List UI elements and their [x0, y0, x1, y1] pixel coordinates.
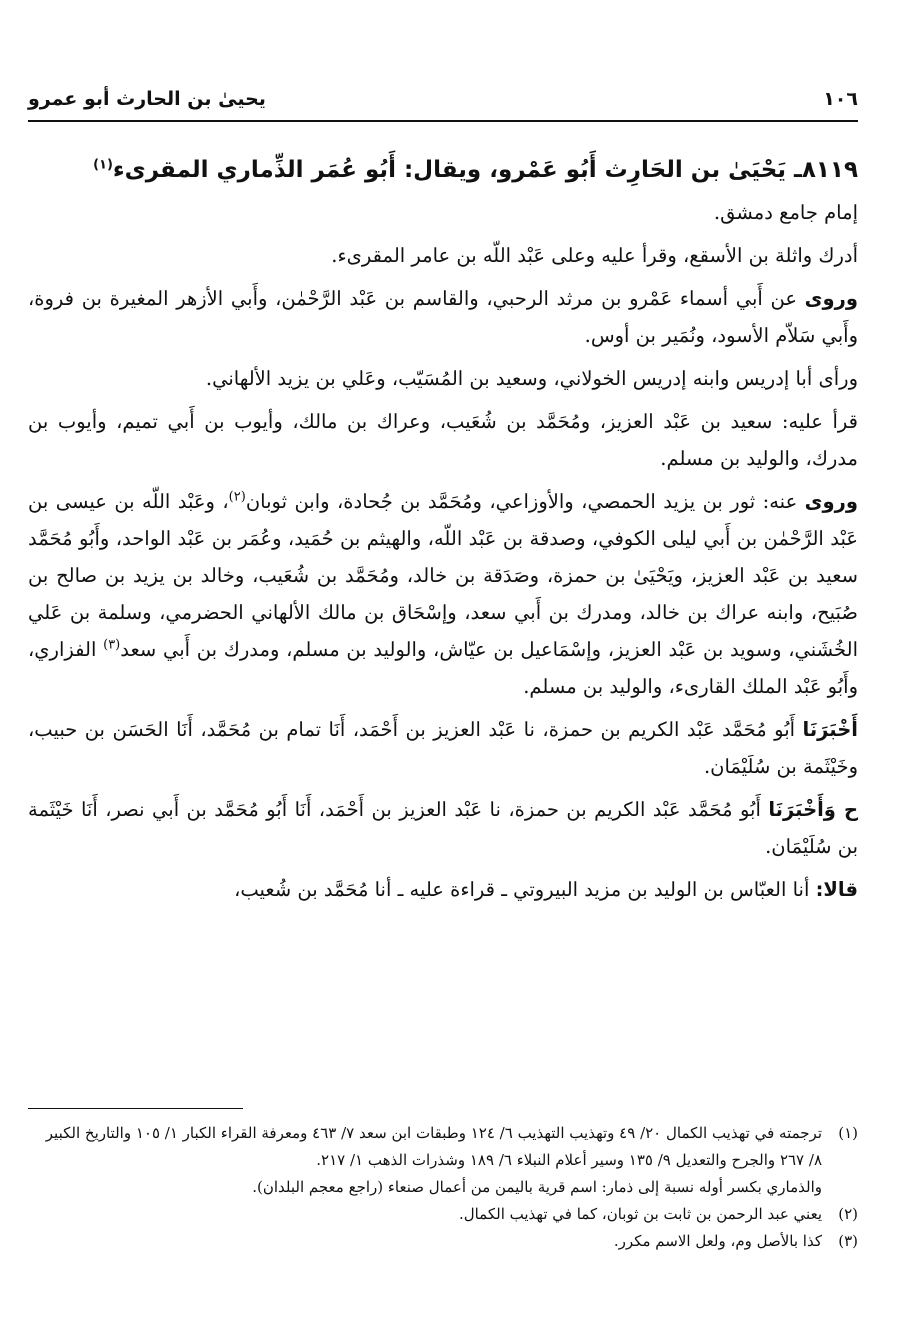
paragraph-lead: أَخْبَرَنَا — [802, 718, 858, 741]
paragraph-lead: قالا: — [815, 878, 858, 901]
paragraph: إمام جامع دمشق. — [713, 201, 858, 224]
footnote-divider — [28, 1108, 243, 1109]
paragraph: ح وَأَخْبَرَنَا أَبُو مُحَمَّد عَبْد الكريم بن حمزة، نا عَبْد العزيز بن أَحْمَد، أَنَا أَبُو مُحَمَّد بن أَبي نصر، أَنَا خَيْثَمة بن سُلَيْمَان. — [28, 798, 858, 858]
footnote-ref[interactable]: (١) — [93, 157, 113, 173]
paragraph: قرأ عليه: سعيد بن عَبْد العزيز، ومُحَمَّد بن شُعَيب، وعراك بن مالك، وأيوب بن أَبي تميم، وأيوب بن مدرك، والوليد بن مسلم. — [28, 410, 858, 470]
running-title: يحيىٰ بن الحارث أبو عمرو — [28, 88, 266, 110]
paragraph: قالا: أنا العبّاس بن الوليد بن مزيد البيروتي ـ قراءة عليه ـ أنا مُحَمَّد بن شُعيب، — [234, 878, 858, 901]
footnote-number: (٣) — [838, 1232, 858, 1250]
footnote-text: ترجمته في تهذيب الكمال ٢٠/ ٤٩ وتهذيب التهذيب ٦/ ١٢٤ وطبقات ابن سعد ٧/ ٤٦٣ ومعرفة القراء الكبار ١/ ١٠٥ والتاريخ الكبير ٨/ ٢٦٧ والجرح والتعديل ٩/ ١٣٥ وسير أعلام النبلاء ٦/ ١٨٩ وشذرات الذهب ١/ ٢١٧. — [45, 1124, 822, 1169]
main-text — [28, 150, 858, 914]
paragraph: أَخْبَرَنَا أَبُو مُحَمَّد عَبْد الكريم بن حمزة، نا عَبْد العزيز بن أَحْمَد، أَنَا تمام بن مُحَمَّد، أَنَا الحَسَن بن حبيب، وخَيْثَمة بن سُلَيْمَان. — [28, 718, 858, 778]
entry-title: ـ يَحْيَىٰ بن الحَارِث أَبُو عَمْرو، ويقال: أَبُو عُمَر الذِّماري المقرىء — [112, 157, 802, 183]
entry-number: ٨١١٩ — [801, 157, 858, 183]
paragraph: ورأى أبا إدريس وابنه إدريس الخولاني، وسعيد بن المُسَيّب، وعَلي بن يزيد الألهاني. — [205, 367, 858, 390]
paragraph-lead: وروى — [804, 490, 858, 513]
footnote-text: يعني عبد الرحمن بن ثابت بن ثوبان، كما في تهذيب الكمال. — [458, 1205, 822, 1223]
footnote-ref[interactable]: (٣) — [103, 637, 121, 653]
paragraph: وروى عن أَبي أسماء عَمْرو بن مرثد الرحبي، والقاسم بن عَبْد الرَّحْمٰن، وأَبي الأزهر المغيرة بن فروة، وأَبي سَلاّم الأسود، ونُمَير بن أوس. — [28, 287, 858, 347]
running-header — [28, 84, 858, 122]
footnote-number: (٢) — [838, 1205, 858, 1223]
paragraph: أدرك واثلة بن الأسقع، وقرأ عليه وعلى عَبْد اللّه بن عامر المقرىء. — [331, 244, 858, 267]
footnote-text: كذا بالأصل وم، ولعل الاسم مكرر. — [613, 1232, 822, 1250]
footnote-number: (١) — [838, 1124, 858, 1142]
paragraph-lead: وروى — [804, 287, 858, 310]
footnote — [28, 1120, 858, 1201]
footnote — [28, 1228, 858, 1255]
paragraph-lead: ح وَأَخْبَرَنَا — [768, 798, 858, 821]
entry-heading — [28, 150, 858, 190]
page-number: ١٠٦ — [823, 88, 858, 110]
footnote — [28, 1201, 858, 1228]
paragraph: وروى عنه: ثور بن يزيد الحمصي، والأوزاعي، ومُحَمَّد بن جُحادة، وابن ثوبان$^{(٢)}$، وعَبْد اللّه بن عيسى بن عَبْد الرَّحْمٰن بن أَبي ليلى الكوفي، وصدقة بن عَبْد اللّه، والهيثم بن حُمَيد، وعُمَر بن عَبْد الواحد، وأَبُو مُحَمَّد سعيد بن عَبْد العزيز، ويَحْيَىٰ بن حمزة، وصَدَقة بن خالد، ومُحَمَّد بن شُعَيب، وخالد بن يزيد بن صالح بن صُبَيح، وابنه عراك بن خالد، ومدرك بن أَبي سعد، وإسْحَاق بن مالك الألهاني الحضرمي، وسلمة بن عَلي الخُشَني، وسويد بن عَبْد العزيز، وإسْمَاعيل بن عيّاش، والوليد بن مسلم، ومدرك بن أَبي سعد$^{(٣)}$ الفزاري، وأَبُو عَبْد الملك القارىء، والوليد بن مسلم. — [28, 489, 858, 698]
footnote-text: والذماري بكسر أوله نسبة إلى ذمار: اسم قرية باليمن من أعمال صنعاء (راجع معجم البلدان). — [252, 1178, 822, 1196]
footnote-ref[interactable]: (٢) — [228, 489, 246, 505]
footnotes — [28, 1120, 858, 1255]
